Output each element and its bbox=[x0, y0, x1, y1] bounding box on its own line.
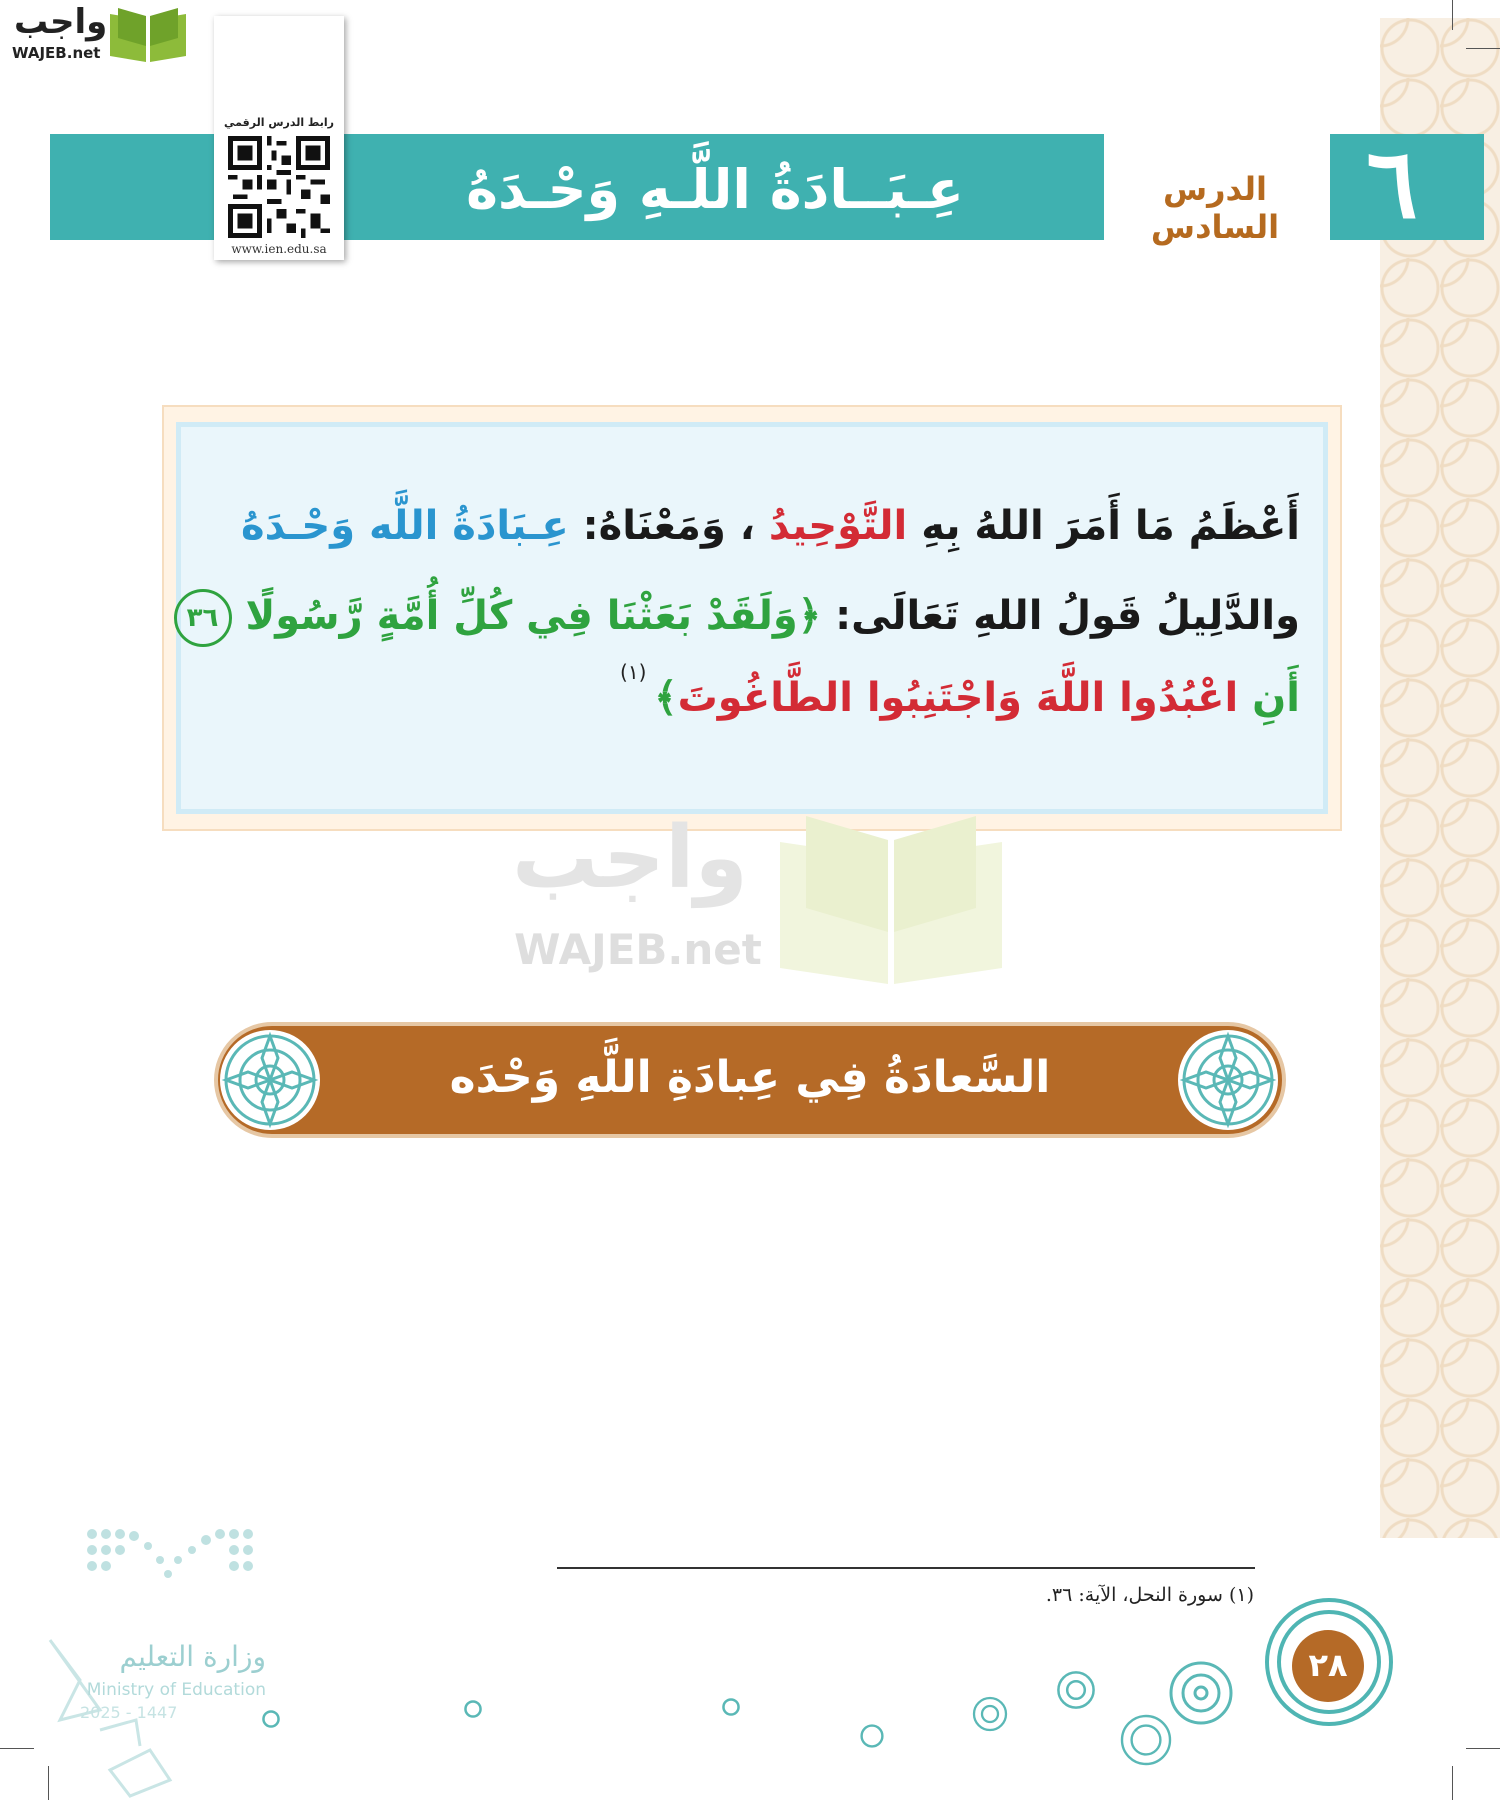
tawheed-meaning: عِـبَادَةُ اللَّه وَحْـدَهُ bbox=[240, 503, 569, 549]
crop-mark bbox=[1452, 1766, 1453, 1800]
rosette-ornament-icon bbox=[1176, 1028, 1280, 1132]
qr-url[interactable]: www.ien.edu.sa bbox=[231, 242, 327, 256]
crop-mark bbox=[0, 1748, 34, 1749]
section-title: السَّعادَةُ فِي عِبادَةِ اللَّهِ وَحْدَه bbox=[449, 1052, 1051, 1103]
watermark-book-icon bbox=[776, 812, 1006, 987]
ayah-number-badge: ٣٦ bbox=[174, 589, 232, 647]
ministry-year: 2025 - 1447 bbox=[80, 1703, 178, 1722]
crop-mark bbox=[1452, 0, 1453, 30]
definition-line-2 bbox=[186, 584, 1300, 648]
page-number: ٢٨ bbox=[1292, 1630, 1364, 1702]
crop-mark bbox=[48, 1766, 49, 1800]
rosette-ornament-icon bbox=[462, 1698, 484, 1720]
rosette-ornament-icon bbox=[218, 1028, 322, 1132]
crop-mark bbox=[1466, 48, 1500, 49]
quran-verse-part-3: اعْبُدُوا اللَّهَ وَاجْتَنِبُوا الطَّاغُوتَ bbox=[677, 675, 1239, 721]
rosette-ornament-icon bbox=[1054, 1668, 1098, 1712]
side-decorative-pattern bbox=[1380, 18, 1500, 1538]
definition-text: ، وَمَعْنَاهُ: bbox=[568, 503, 769, 549]
footnote-marker: (١) bbox=[620, 660, 647, 684]
verse-closing-bracket: ﴾ bbox=[654, 675, 678, 721]
lesson-label: الدرس السادس bbox=[1150, 170, 1280, 246]
footnote-divider bbox=[557, 1567, 1255, 1569]
rosette-ornament-icon bbox=[720, 1696, 742, 1718]
ministry-name-english: Ministry of Education bbox=[86, 1680, 266, 1700]
quran-verse-part-2: أَنِ bbox=[1238, 675, 1300, 721]
tawheed-term: التَّوْحِيدُ bbox=[768, 503, 908, 549]
evidence-intro: والدَّلِيلُ قَولُ اللهِ تَعَالَى: bbox=[821, 593, 1300, 639]
rosette-ornament-icon bbox=[1166, 1658, 1236, 1728]
qr-label: رابط الدرس الرقمي bbox=[224, 116, 334, 129]
definition-line-1 bbox=[240, 494, 1300, 558]
rosette-ornament-icon bbox=[970, 1694, 1010, 1734]
footnote-text: (١) سورة النحل، الآية: ٣٦. bbox=[1045, 1584, 1254, 1606]
lesson-title: عِـبَــادَةُ اللَّـهِ وَحْـدَهُ bbox=[466, 158, 964, 221]
crop-mark bbox=[1466, 1748, 1500, 1749]
rosette-ornament-icon bbox=[858, 1722, 886, 1750]
wajeb-logo-arabic: واجب bbox=[14, 2, 108, 42]
definition-text: أَعْظَمُ مَا أَمَرَ اللهُ بِهِ bbox=[907, 503, 1300, 549]
quran-verse-part-1: ﴿وَلَقَدْ بَعَثْنَا فِي كُلِّ أُمَّةٍ رَّسُولًا bbox=[245, 593, 822, 639]
ministry-name-arabic: وزارة التعليم bbox=[119, 1640, 266, 1673]
rosette-ornament-icon bbox=[1118, 1712, 1174, 1768]
definition-line-3 bbox=[240, 666, 1300, 730]
book-icon bbox=[108, 6, 188, 64]
watermark-site: WAJEB.net bbox=[514, 925, 762, 974]
wajeb-logo-site: WAJEB.net bbox=[12, 44, 101, 62]
watermark-arabic: واجب bbox=[512, 808, 748, 908]
qr-code-icon[interactable] bbox=[228, 136, 330, 238]
lesson-number: ٦ bbox=[1366, 127, 1418, 240]
